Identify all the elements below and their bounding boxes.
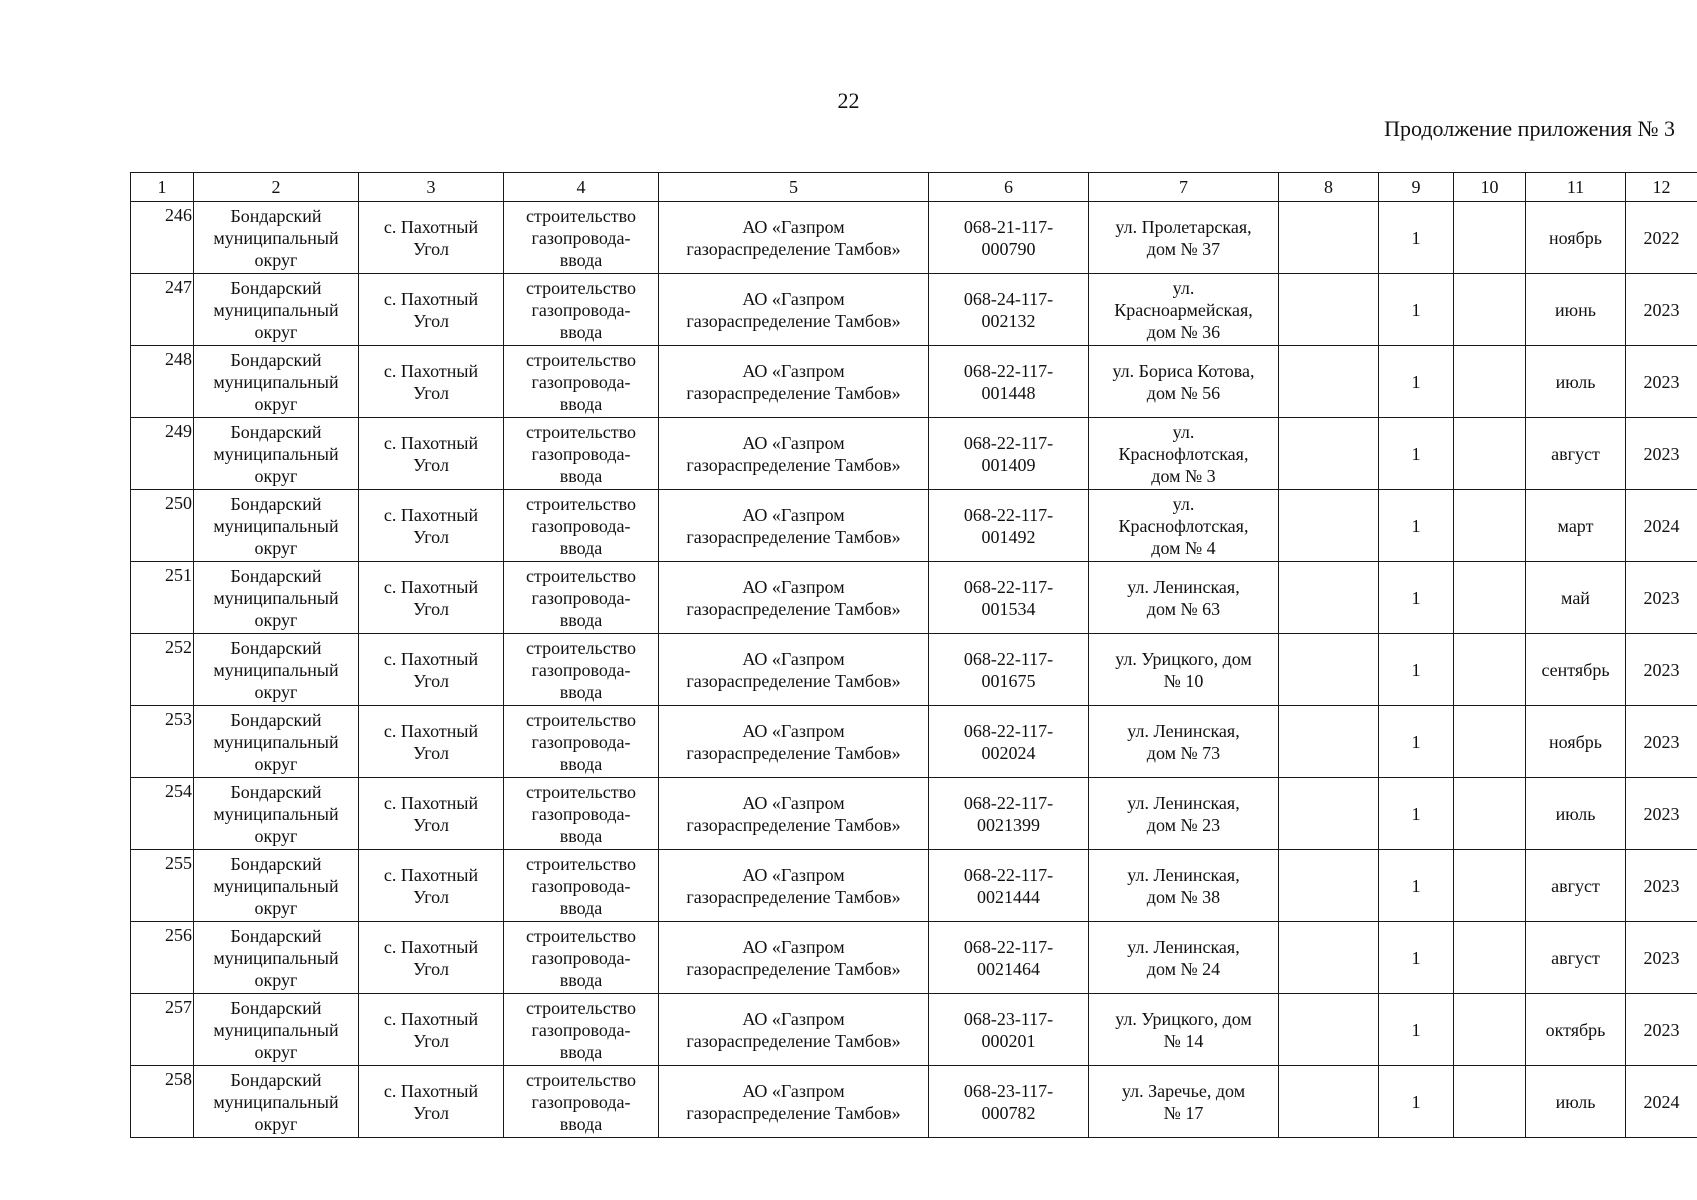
address-cell: ул. Краснофлотская, дом № 4 <box>1089 490 1279 562</box>
month-cell: ноябрь <box>1526 706 1626 778</box>
row-number: 247 <box>131 274 194 346</box>
column-header-4: 4 <box>504 173 659 202</box>
table-row <box>131 778 1697 850</box>
code-cell: 068-22-117- 0021464 <box>929 922 1089 994</box>
row-number: 255 <box>131 850 194 922</box>
table-row <box>131 706 1697 778</box>
column-header-12: 12 <box>1626 173 1697 202</box>
address-cell: ул. Ленинская, дом № 23 <box>1089 778 1279 850</box>
column-header-1: 1 <box>131 173 194 202</box>
quantity-cell: 1 <box>1379 994 1454 1066</box>
quantity-cell: 1 <box>1379 634 1454 706</box>
row-number: 256 <box>131 922 194 994</box>
code-cell: 068-24-117- 002132 <box>929 274 1089 346</box>
district-cell: Бондарский муниципальный округ <box>194 202 359 274</box>
table-row <box>131 850 1697 922</box>
column-8-cell <box>1279 418 1379 490</box>
row-number: 251 <box>131 562 194 634</box>
district-cell: Бондарский муниципальный округ <box>194 922 359 994</box>
column-header-2: 2 <box>194 173 359 202</box>
month-cell: июнь <box>1526 274 1626 346</box>
column-header-11: 11 <box>1526 173 1626 202</box>
row-number: 253 <box>131 706 194 778</box>
organization-cell: АО «Газпром газораспределение Тамбов» <box>659 634 929 706</box>
year-cell: 2024 <box>1626 490 1697 562</box>
settlement-cell: с. Пахотный Угол <box>359 418 504 490</box>
quantity-cell: 1 <box>1379 562 1454 634</box>
organization-cell: АО «Газпром газораспределение Тамбов» <box>659 562 929 634</box>
table-row <box>131 274 1697 346</box>
work-type-cell: строительство газопровода- ввода <box>504 562 659 634</box>
work-type-cell: строительство газопровода- ввода <box>504 994 659 1066</box>
district-cell: Бондарский муниципальный округ <box>194 346 359 418</box>
row-number: 246 <box>131 202 194 274</box>
year-cell: 2023 <box>1626 418 1697 490</box>
year-cell: 2023 <box>1626 274 1697 346</box>
column-header-9: 9 <box>1379 173 1454 202</box>
address-cell: ул. Краснофлотская, дом № 3 <box>1089 418 1279 490</box>
work-type-cell: строительство газопровода- ввода <box>504 634 659 706</box>
column-10-cell <box>1454 778 1526 850</box>
work-type-cell: строительство газопровода- ввода <box>504 850 659 922</box>
table-body <box>131 202 1697 1138</box>
organization-cell: АО «Газпром газораспределение Тамбов» <box>659 490 929 562</box>
code-cell: 068-22-117- 002024 <box>929 706 1089 778</box>
district-cell: Бондарский муниципальный округ <box>194 274 359 346</box>
organization-cell: АО «Газпром газораспределение Тамбов» <box>659 1066 929 1138</box>
settlement-cell: с. Пахотный Угол <box>359 634 504 706</box>
work-type-cell: строительство газопровода- ввода <box>504 1066 659 1138</box>
quantity-cell: 1 <box>1379 1066 1454 1138</box>
row-number: 257 <box>131 994 194 1066</box>
year-cell: 2023 <box>1626 634 1697 706</box>
column-8-cell <box>1279 202 1379 274</box>
code-cell: 068-22-117- 001534 <box>929 562 1089 634</box>
month-cell: июль <box>1526 346 1626 418</box>
quantity-cell: 1 <box>1379 850 1454 922</box>
district-cell: Бондарский муниципальный округ <box>194 634 359 706</box>
organization-cell: АО «Газпром газораспределение Тамбов» <box>659 346 929 418</box>
header-row <box>131 173 1697 202</box>
column-10-cell <box>1454 1066 1526 1138</box>
column-8-cell <box>1279 274 1379 346</box>
quantity-cell: 1 <box>1379 346 1454 418</box>
address-cell: ул. Ленинская, дом № 24 <box>1089 922 1279 994</box>
settlement-cell: с. Пахотный Угол <box>359 850 504 922</box>
year-cell: 2023 <box>1626 850 1697 922</box>
settlement-cell: с. Пахотный Угол <box>359 490 504 562</box>
year-cell: 2023 <box>1626 994 1697 1066</box>
district-cell: Бондарский муниципальный округ <box>194 418 359 490</box>
code-cell: 068-22-117- 0021399 <box>929 778 1089 850</box>
table-row <box>131 490 1697 562</box>
organization-cell: АО «Газпром газораспределение Тамбов» <box>659 922 929 994</box>
settlement-cell: с. Пахотный Угол <box>359 274 504 346</box>
quantity-cell: 1 <box>1379 922 1454 994</box>
appendix-title: Продолжение приложения № 3 <box>1384 116 1675 141</box>
column-header-8: 8 <box>1279 173 1379 202</box>
quantity-cell: 1 <box>1379 202 1454 274</box>
quantity-cell: 1 <box>1379 490 1454 562</box>
column-8-cell <box>1279 706 1379 778</box>
column-10-cell <box>1454 994 1526 1066</box>
column-8-cell <box>1279 922 1379 994</box>
organization-cell: АО «Газпром газораспределение Тамбов» <box>659 778 929 850</box>
column-10-cell <box>1454 562 1526 634</box>
year-cell: 2023 <box>1626 778 1697 850</box>
column-10-cell <box>1454 922 1526 994</box>
code-cell: 068-21-117- 000790 <box>929 202 1089 274</box>
settlement-cell: с. Пахотный Угол <box>359 778 504 850</box>
column-8-cell <box>1279 1066 1379 1138</box>
column-10-cell <box>1454 346 1526 418</box>
settlement-cell: с. Пахотный Угол <box>359 562 504 634</box>
row-number: 252 <box>131 634 194 706</box>
year-cell: 2024 <box>1626 1066 1697 1138</box>
address-cell: ул. Пролетарская, дом № 37 <box>1089 202 1279 274</box>
row-number: 258 <box>131 1066 194 1138</box>
column-8-cell <box>1279 562 1379 634</box>
work-type-cell: строительство газопровода- ввода <box>504 490 659 562</box>
month-cell: июль <box>1526 1066 1626 1138</box>
district-cell: Бондарский муниципальный округ <box>194 490 359 562</box>
district-cell: Бондарский муниципальный округ <box>194 562 359 634</box>
work-type-cell: строительство газопровода- ввода <box>504 418 659 490</box>
month-cell: октябрь <box>1526 994 1626 1066</box>
table-row <box>131 1066 1697 1138</box>
work-type-cell: строительство газопровода- ввода <box>504 922 659 994</box>
column-10-cell <box>1454 274 1526 346</box>
work-type-cell: строительство газопровода- ввода <box>504 274 659 346</box>
table-row <box>131 202 1697 274</box>
column-header-3: 3 <box>359 173 504 202</box>
column-header-7: 7 <box>1089 173 1279 202</box>
table-header <box>131 173 1697 202</box>
column-8-cell <box>1279 778 1379 850</box>
organization-cell: АО «Газпром газораспределение Тамбов» <box>659 202 929 274</box>
month-cell: март <box>1526 490 1626 562</box>
column-header-5: 5 <box>659 173 929 202</box>
year-cell: 2023 <box>1626 346 1697 418</box>
row-number: 254 <box>131 778 194 850</box>
code-cell: 068-22-117- 001492 <box>929 490 1089 562</box>
column-10-cell <box>1454 418 1526 490</box>
month-cell: май <box>1526 562 1626 634</box>
address-cell: ул. Ленинская, дом № 73 <box>1089 706 1279 778</box>
organization-cell: АО «Газпром газораспределение Тамбов» <box>659 706 929 778</box>
organization-cell: АО «Газпром газораспределение Тамбов» <box>659 274 929 346</box>
code-cell: 068-22-117- 001448 <box>929 346 1089 418</box>
settlement-cell: с. Пахотный Угол <box>359 346 504 418</box>
row-number: 249 <box>131 418 194 490</box>
quantity-cell: 1 <box>1379 418 1454 490</box>
row-number: 250 <box>131 490 194 562</box>
register-table <box>130 172 1697 1138</box>
address-cell: ул. Заречье, дом № 17 <box>1089 1066 1279 1138</box>
table-row <box>131 346 1697 418</box>
district-cell: Бондарский муниципальный округ <box>194 850 359 922</box>
address-cell: ул. Ленинская, дом № 63 <box>1089 562 1279 634</box>
column-10-cell <box>1454 634 1526 706</box>
year-cell: 2023 <box>1626 922 1697 994</box>
month-cell: июль <box>1526 778 1626 850</box>
column-8-cell <box>1279 994 1379 1066</box>
year-cell: 2023 <box>1626 706 1697 778</box>
code-cell: 068-22-117- 0021444 <box>929 850 1089 922</box>
column-10-cell <box>1454 202 1526 274</box>
page-number: 22 <box>837 88 860 113</box>
work-type-cell: строительство газопровода- ввода <box>504 346 659 418</box>
quantity-cell: 1 <box>1379 706 1454 778</box>
table-row <box>131 634 1697 706</box>
column-10-cell <box>1454 850 1526 922</box>
table-row <box>131 562 1697 634</box>
column-8-cell <box>1279 850 1379 922</box>
work-type-cell: строительство газопровода- ввода <box>504 706 659 778</box>
settlement-cell: с. Пахотный Угол <box>359 1066 504 1138</box>
settlement-cell: с. Пахотный Угол <box>359 706 504 778</box>
code-cell: 068-22-117- 001409 <box>929 418 1089 490</box>
settlement-cell: с. Пахотный Угол <box>359 994 504 1066</box>
month-cell: август <box>1526 418 1626 490</box>
address-cell: ул. Урицкого, дом № 10 <box>1089 634 1279 706</box>
address-cell: ул. Ленинская, дом № 38 <box>1089 850 1279 922</box>
column-10-cell <box>1454 706 1526 778</box>
quantity-cell: 1 <box>1379 274 1454 346</box>
district-cell: Бондарский муниципальный округ <box>194 706 359 778</box>
table-row <box>131 922 1697 994</box>
organization-cell: АО «Газпром газораспределение Тамбов» <box>659 418 929 490</box>
district-cell: Бондарский муниципальный округ <box>194 778 359 850</box>
month-cell: август <box>1526 922 1626 994</box>
year-cell: 2022 <box>1626 202 1697 274</box>
column-header-6: 6 <box>929 173 1089 202</box>
address-cell: ул. Урицкого, дом № 14 <box>1089 994 1279 1066</box>
code-cell: 068-23-117- 000782 <box>929 1066 1089 1138</box>
work-type-cell: строительство газопровода- ввода <box>504 778 659 850</box>
organization-cell: АО «Газпром газораспределение Тамбов» <box>659 994 929 1066</box>
settlement-cell: с. Пахотный Угол <box>359 202 504 274</box>
column-8-cell <box>1279 634 1379 706</box>
table-row <box>131 418 1697 490</box>
code-cell: 068-22-117- 001675 <box>929 634 1089 706</box>
month-cell: сентябрь <box>1526 634 1626 706</box>
month-cell: август <box>1526 850 1626 922</box>
address-cell: ул. Бориса Котова, дом № 56 <box>1089 346 1279 418</box>
table-row <box>131 994 1697 1066</box>
work-type-cell: строительство газопровода- ввода <box>504 202 659 274</box>
settlement-cell: с. Пахотный Угол <box>359 922 504 994</box>
code-cell: 068-23-117- 000201 <box>929 994 1089 1066</box>
year-cell: 2023 <box>1626 562 1697 634</box>
address-cell: ул. Красноармейская, дом № 36 <box>1089 274 1279 346</box>
district-cell: Бондарский муниципальный округ <box>194 994 359 1066</box>
column-10-cell <box>1454 490 1526 562</box>
month-cell: ноябрь <box>1526 202 1626 274</box>
quantity-cell: 1 <box>1379 778 1454 850</box>
column-8-cell <box>1279 490 1379 562</box>
organization-cell: АО «Газпром газораспределение Тамбов» <box>659 850 929 922</box>
column-8-cell <box>1279 346 1379 418</box>
district-cell: Бондарский муниципальный округ <box>194 1066 359 1138</box>
row-number: 248 <box>131 346 194 418</box>
column-header-10: 10 <box>1454 173 1526 202</box>
